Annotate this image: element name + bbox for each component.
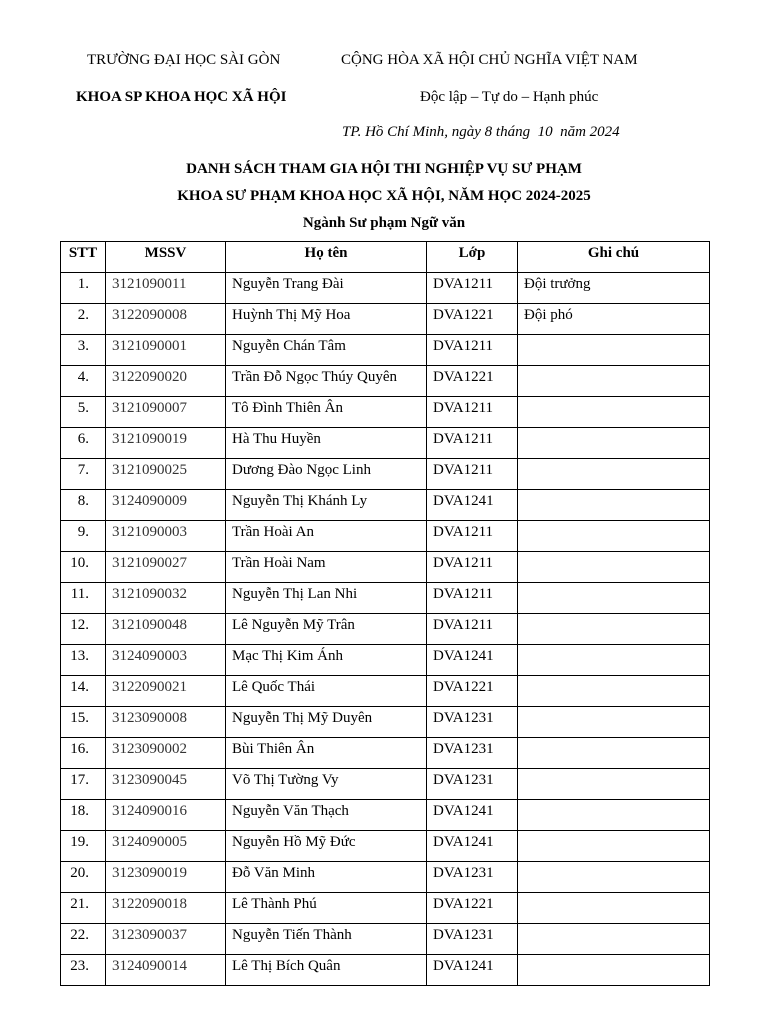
cell-stt: 8. (61, 490, 106, 521)
cell-mssv: 3123090008 (106, 707, 226, 738)
table-row (61, 707, 710, 738)
cell-stt: 9. (61, 521, 106, 552)
cell-stt: 22. (61, 924, 106, 955)
cell-note (518, 366, 710, 397)
cell-name: Tô Đình Thiên Ân (226, 397, 427, 428)
cell-mssv: 3122090021 (106, 676, 226, 707)
cell-note (518, 893, 710, 924)
cell-mssv: 3123090037 (106, 924, 226, 955)
cell-name: Mạc Thị Kim Ánh (226, 645, 427, 676)
document-subtitle: KHOA SƯ PHẠM KHOA HỌC XÃ HỘI, NĂM HỌC 2024-2025 (177, 188, 591, 204)
table-row (61, 552, 710, 583)
cell-name: Trần Hoài Nam (226, 552, 427, 583)
cell-name: Nguyễn Chán Tâm (226, 335, 427, 366)
cell-class: DVA1211 (427, 397, 518, 428)
cell-note (518, 800, 710, 831)
national-motto: Độc lập – Tự do – Hạnh phúc (420, 89, 599, 105)
cell-name: Võ Thị Tường Vy (226, 769, 427, 800)
cell-mssv: 3123090019 (106, 862, 226, 893)
cell-class: DVA1231 (427, 924, 518, 955)
cell-mssv: 3121090048 (106, 614, 226, 645)
cell-name: Huỳnh Thị Mỹ Hoa (226, 304, 427, 335)
cell-stt: 10. (61, 552, 106, 583)
cell-class: DVA1241 (427, 831, 518, 862)
cell-name: Bùi Thiên Ân (226, 738, 427, 769)
cell-stt: 15. (61, 707, 106, 738)
cell-stt: 14. (61, 676, 106, 707)
cell-mssv: 3123090002 (106, 738, 226, 769)
table-row (61, 614, 710, 645)
column-header-note: Ghi chú (518, 242, 710, 273)
cell-class: DVA1241 (427, 955, 518, 986)
cell-class: DVA1231 (427, 769, 518, 800)
cell-stt: 13. (61, 645, 106, 676)
cell-stt: 23. (61, 955, 106, 986)
cell-name: Trần Đỗ Ngọc Thúy Quyên (226, 366, 427, 397)
cell-note (518, 676, 710, 707)
cell-note: Đội phó (518, 304, 710, 335)
cell-note (518, 397, 710, 428)
table-row (61, 335, 710, 366)
cell-class: DVA1231 (427, 862, 518, 893)
table-row (61, 893, 710, 924)
column-header-class: Lớp (427, 242, 518, 273)
cell-class: DVA1211 (427, 273, 518, 304)
cell-mssv: 3122090018 (106, 893, 226, 924)
cell-mssv: 3121090003 (106, 521, 226, 552)
cell-note (518, 521, 710, 552)
cell-name: Hà Thu Huyền (226, 428, 427, 459)
cell-mssv: 3124090016 (106, 800, 226, 831)
cell-class: DVA1221 (427, 304, 518, 335)
column-header-name: Họ tên (226, 242, 427, 273)
cell-note (518, 552, 710, 583)
date-line: TP. Hồ Chí Minh, ngày 8 tháng 10 năm 2024 (342, 124, 620, 140)
cell-stt: 19. (61, 831, 106, 862)
table-row (61, 521, 710, 552)
table-body (61, 273, 710, 986)
cell-name: Nguyễn Tiến Thành (226, 924, 427, 955)
table-row (61, 490, 710, 521)
table-row (61, 831, 710, 862)
cell-note (518, 583, 710, 614)
cell-note (518, 645, 710, 676)
table-row (61, 583, 710, 614)
cell-note (518, 738, 710, 769)
cell-name: Lê Thành Phú (226, 893, 427, 924)
cell-mssv: 3121090027 (106, 552, 226, 583)
cell-name: Dương Đào Ngọc Linh (226, 459, 427, 490)
cell-stt: 12. (61, 614, 106, 645)
table-row (61, 800, 710, 831)
major-name: Ngành Sư phạm Ngữ văn (302, 215, 466, 231)
table-row (61, 676, 710, 707)
university-name: TRƯỜNG ĐẠI HỌC SÀI GÒN (87, 52, 281, 68)
cell-class: DVA1241 (427, 490, 518, 521)
cell-mssv: 3121090019 (106, 428, 226, 459)
cell-mssv: 3121090001 (106, 335, 226, 366)
cell-name: Nguyễn Thị Lan Nhi (226, 583, 427, 614)
cell-class: DVA1241 (427, 800, 518, 831)
table-row (61, 738, 710, 769)
cell-stt: 7. (61, 459, 106, 490)
table-row (61, 955, 710, 986)
cell-class: DVA1211 (427, 459, 518, 490)
cell-mssv: 3122090008 (106, 304, 226, 335)
table-row (61, 428, 710, 459)
cell-note (518, 831, 710, 862)
cell-name: Trần Hoài An (226, 521, 427, 552)
cell-stt: 3. (61, 335, 106, 366)
cell-class: DVA1211 (427, 521, 518, 552)
cell-stt: 1. (61, 273, 106, 304)
cell-class: DVA1241 (427, 645, 518, 676)
cell-stt: 16. (61, 738, 106, 769)
table-row (61, 862, 710, 893)
table-row (61, 366, 710, 397)
column-header-mssv: MSSV (106, 242, 226, 273)
cell-class: DVA1221 (427, 366, 518, 397)
cell-mssv: 3121090032 (106, 583, 226, 614)
cell-class: DVA1211 (427, 583, 518, 614)
cell-class: DVA1221 (427, 893, 518, 924)
cell-note (518, 428, 710, 459)
cell-name: Lê Nguyễn Mỹ Trân (226, 614, 427, 645)
cell-mssv: 3124090009 (106, 490, 226, 521)
table-row (61, 769, 710, 800)
column-header-stt: STT (61, 242, 106, 273)
document-title: DANH SÁCH THAM GIA HỘI THI NGHIỆP VỤ SƯ PHẠM (186, 161, 582, 177)
cell-note (518, 955, 710, 986)
table-header-row (61, 242, 710, 273)
faculty-name: KHOA SP KHOA HỌC XÃ HỘI (76, 89, 287, 105)
cell-note (518, 862, 710, 893)
cell-stt: 5. (61, 397, 106, 428)
cell-mssv: 3121090007 (106, 397, 226, 428)
table-row (61, 645, 710, 676)
cell-name: Đỗ Văn Minh (226, 862, 427, 893)
cell-note (518, 769, 710, 800)
cell-stt: 4. (61, 366, 106, 397)
cell-name: Nguyễn Trang Đài (226, 273, 427, 304)
cell-note (518, 490, 710, 521)
cell-stt: 6. (61, 428, 106, 459)
table-row (61, 304, 710, 335)
table-row (61, 397, 710, 428)
cell-mssv: 3123090045 (106, 769, 226, 800)
cell-class: DVA1211 (427, 335, 518, 366)
cell-stt: 17. (61, 769, 106, 800)
cell-stt: 21. (61, 893, 106, 924)
cell-name: Lê Thị Bích Quân (226, 955, 427, 986)
cell-class: DVA1211 (427, 552, 518, 583)
cell-mssv: 3122090020 (106, 366, 226, 397)
cell-name: Nguyễn Hồ Mỹ Đức (226, 831, 427, 862)
cell-stt: 20. (61, 862, 106, 893)
participant-table (60, 241, 710, 986)
cell-note: Đội trưởng (518, 273, 710, 304)
cell-note (518, 335, 710, 366)
cell-stt: 18. (61, 800, 106, 831)
cell-class: DVA1211 (427, 428, 518, 459)
cell-mssv: 3121090011 (106, 273, 226, 304)
cell-class: DVA1231 (427, 707, 518, 738)
cell-stt: 11. (61, 583, 106, 614)
cell-class: DVA1231 (427, 738, 518, 769)
cell-class: DVA1211 (427, 614, 518, 645)
cell-name: Nguyễn Văn Thạch (226, 800, 427, 831)
country-name: CỘNG HÒA XÃ HỘI CHỦ NGHĨA VIỆT NAM (341, 52, 638, 68)
table-row (61, 924, 710, 955)
cell-note (518, 924, 710, 955)
table-row (61, 459, 710, 490)
cell-note (518, 459, 710, 490)
cell-name: Nguyễn Thị Khánh Ly (226, 490, 427, 521)
cell-class: DVA1221 (427, 676, 518, 707)
cell-mssv: 3121090025 (106, 459, 226, 490)
cell-note (518, 614, 710, 645)
cell-note (518, 707, 710, 738)
table-row (61, 273, 710, 304)
cell-name: Nguyễn Thị Mỹ Duyên (226, 707, 427, 738)
cell-mssv: 3124090003 (106, 645, 226, 676)
cell-mssv: 3124090005 (106, 831, 226, 862)
cell-stt: 2. (61, 304, 106, 335)
cell-mssv: 3124090014 (106, 955, 226, 986)
cell-name: Lê Quốc Thái (226, 676, 427, 707)
